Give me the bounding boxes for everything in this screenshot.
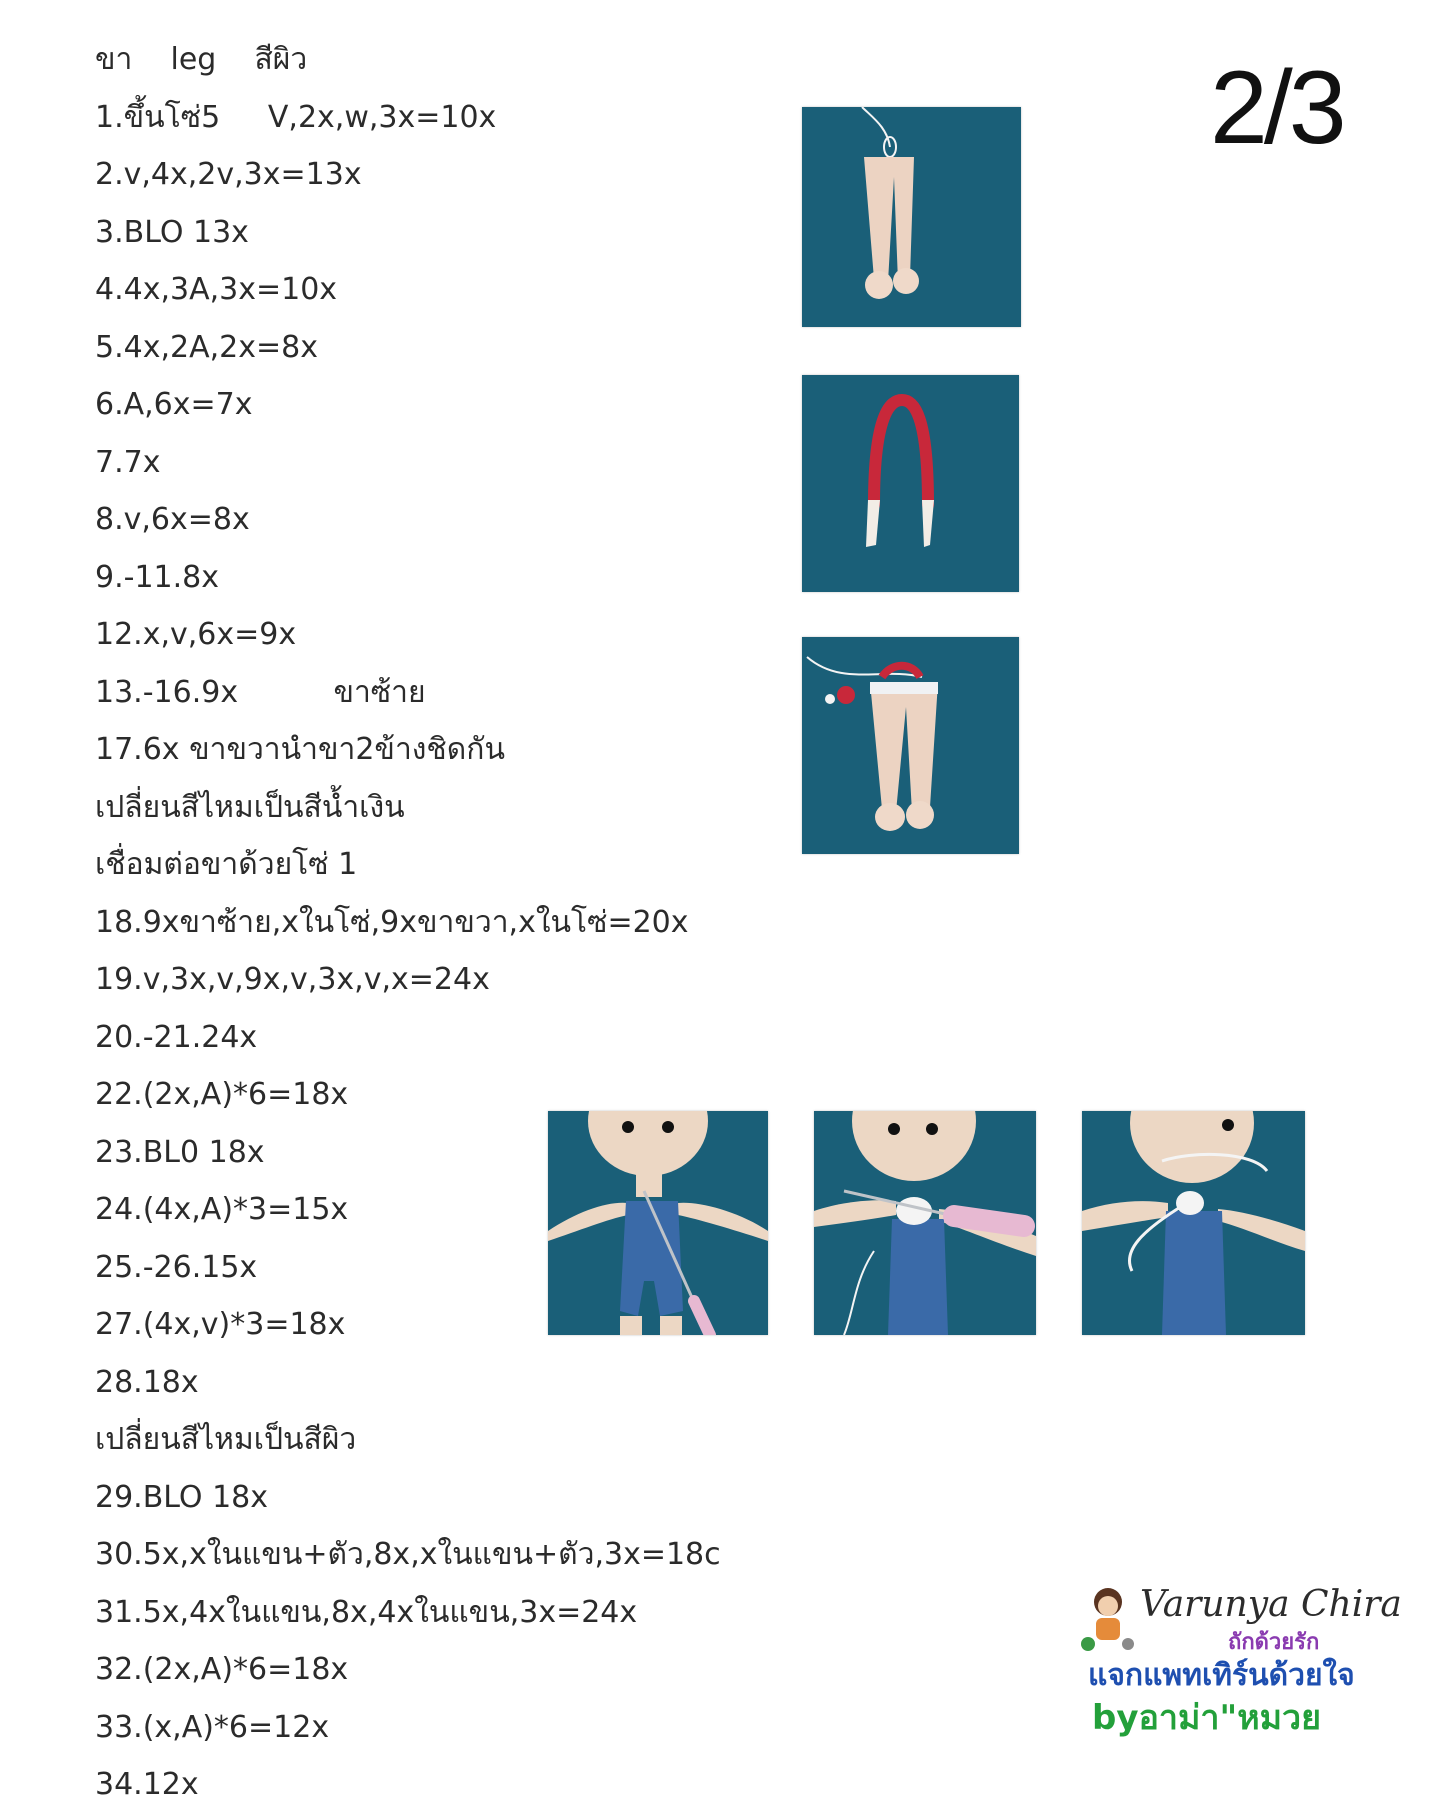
pattern-line: 29.BLO 18x xyxy=(95,1479,269,1515)
pattern-line: 6.A,6x=7x xyxy=(95,387,253,422)
photo-stitching-neck xyxy=(814,1111,1036,1335)
pattern-line: เชื่อมต่อขาด้วยโซ่ 1 xyxy=(95,847,358,882)
pattern-line: 13.-16.9x ขาซ้าย xyxy=(95,674,426,710)
pattern-line: 24.(4x,A)*3=15x xyxy=(95,1192,349,1227)
pattern-instructions xyxy=(95,36,721,1819)
pattern-line: 23.BL0 18x xyxy=(95,1134,265,1170)
pattern-line: 30.5x,xในแขน+ตัว,8x,xในแขน+ตัว,3x=18c xyxy=(95,1537,721,1572)
pattern-line: 2.v,4x,2v,3x=13x xyxy=(95,157,362,192)
pattern-line: 17.6x ขาขวานำขา2ข้างชิดกัน xyxy=(95,732,505,767)
pattern-line-header: ขา leg สีผิว xyxy=(95,42,308,77)
pattern-line: 4.4x,3A,3x=10x xyxy=(95,272,338,307)
pattern-line: 5.4x,2A,2x=8x xyxy=(95,329,318,365)
pattern-line: 32.(2x,A)*6=18x xyxy=(95,1652,349,1687)
photo-doll-shoulder-yarn xyxy=(1082,1111,1305,1335)
pattern-line: เปลี่ยนสีไหมเป็นสีผิว xyxy=(95,1422,357,1457)
photo-doll-body-hook xyxy=(548,1111,768,1335)
pattern-line: 22.(2x,A)*6=18x xyxy=(95,1077,349,1112)
pattern-line: 12.x,v,6x=9x xyxy=(95,617,297,652)
pattern-line: 28.18x xyxy=(95,1364,199,1400)
pattern-line: 3.BLO 13x xyxy=(95,214,249,250)
pattern-line: 25.-26.15x xyxy=(95,1249,258,1285)
logo-tagline: ถักด้วยรัก xyxy=(1228,1630,1320,1655)
logo-name: Varunya Chira xyxy=(1140,1584,1402,1625)
photo-crocheted-legs xyxy=(802,107,1021,327)
photo-legs-with-wire xyxy=(802,637,1019,854)
pattern-line: 34.12x xyxy=(95,1767,199,1802)
logo-line-author: byอาม่า"หมวย xyxy=(1092,1698,1322,1738)
pattern-line: 9.-11.8x xyxy=(95,559,219,595)
photo-wire-armature xyxy=(802,375,1019,592)
pattern-line: เปลี่ยนสีไหมเป็นสีน้ำเงิน xyxy=(95,789,405,825)
crochet-girl-icon xyxy=(1078,1582,1140,1654)
pattern-line: 33.(x,A)*6=12x xyxy=(95,1709,330,1745)
pattern-line: 27.(4x,v)*3=18x xyxy=(95,1307,346,1342)
pattern-line: 7.7x xyxy=(95,444,161,480)
logo-line-free-pattern: แจกแพทเทิร์นด้วยใจ xyxy=(1088,1658,1355,1693)
pattern-line: 1.ขึ้นโซ่5 V,2x,w,3x=10x xyxy=(95,99,497,135)
pattern-line: 20.-21.24x xyxy=(95,1019,258,1055)
page-number: 2/3 xyxy=(1210,50,1343,166)
brand-logo xyxy=(1078,1582,1402,1738)
pattern-line: 19.v,3x,v,9x,v,3x,v,x=24x xyxy=(95,962,490,997)
pattern-line: 18.9xขาซ้าย,xในโซ่,9xขาขวา,xในโซ่=20x xyxy=(95,904,689,940)
pattern-line: 31.5x,4xในแขน,8x,4xในแขน,3x=24x xyxy=(95,1594,638,1630)
pattern-line: 8.v,6x=8x xyxy=(95,502,250,537)
